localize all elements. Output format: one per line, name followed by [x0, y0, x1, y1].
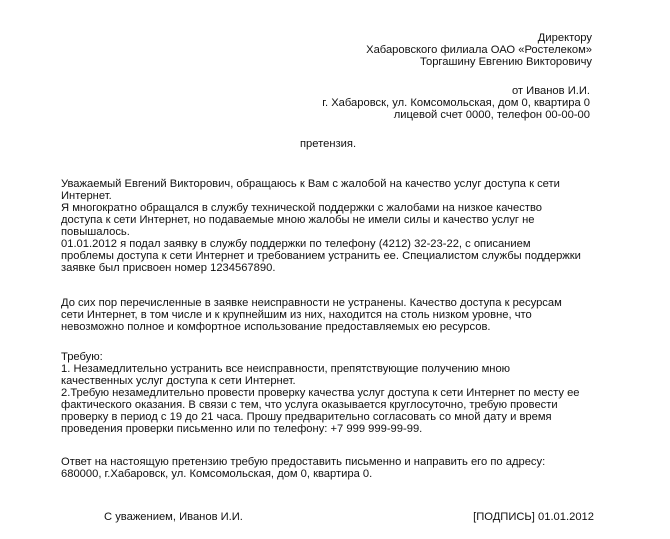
paragraph-line: Ответ на настоящую претензию требую предоставить письменно и направить его по адресу:	[61, 456, 546, 468]
paragraph-line: Требую:	[61, 351, 103, 363]
paragraph-line: 1. Незамедлительно устранить все неисправности, препятствующие получению мною	[61, 363, 511, 375]
paragraph-demands	[61, 351, 601, 435]
paragraph-not-fixed	[61, 297, 601, 333]
paragraph-line: заявке был присвоен номер 1234567890.	[61, 262, 276, 274]
paragraph-line: невозможно полное и комфортное использование предоставляемых ею ресурсов.	[61, 321, 491, 333]
paragraph-line: Интернет.	[61, 190, 112, 202]
paragraph-line: До сих пор перечисленные в заявке неисправности не устранены. Качество доступа к ресурсам	[61, 297, 562, 309]
paragraph-line: 01.01.2012 я подал заявку в службу поддержки по телефону (4212) 32-23-22, с описанием	[61, 238, 531, 250]
paragraph-line: качественных услуг доступа к сети Интернет.	[61, 375, 296, 387]
sender-name: от Иванов И.И.	[511, 85, 590, 97]
paragraph-line: проверку в период с 19 до 21 часа. Прошу предварительно согласовать со мной дату и время	[61, 411, 552, 423]
recipient-line-2: Хабаровского филиала ОАО «Ростелеком»	[366, 44, 592, 56]
document-title: претензия.	[300, 138, 357, 150]
paragraph-response	[61, 456, 601, 480]
recipient-line-3: Торгашину Евгению Викторовичу	[420, 56, 592, 68]
paragraph-complaint	[61, 178, 601, 274]
sender-account: лицевой счет 0000, телефон 00-00-00	[393, 109, 590, 121]
paragraph-line: 2.Требую незамедлительно провести проверку качества услуг доступа к сети Интернет по месту ее	[61, 387, 580, 399]
paragraph-line: сети Интернет, в том числе и к крупнейшим из них, находится на столь низком уровне, что	[61, 309, 532, 321]
signature-date: [ПОДПИСЬ] 01.01.2012	[473, 511, 594, 523]
paragraph-line: проведения проверки письменно или по телефону: +7 999 999-99-99.	[61, 423, 423, 435]
paragraph-line: повышалось.	[61, 226, 130, 238]
paragraph-line: доступа к сети Интернет, но подаваемые мною жалобы не имели силы и качество услуг не	[61, 214, 535, 226]
paragraph-line: 680000, г.Хабаровск, ул. Комсомольская, дом 0, квартира 0.	[61, 468, 373, 480]
paragraph-line: Уважаемый Евгений Викторович, обращаюсь к Вам с жалобой на качество услуг доступа к сети	[61, 178, 560, 190]
closing-signature: С уважением, Иванов И.И.	[104, 511, 243, 523]
sender-address: г. Хабаровск, ул. Комсомольская, дом 0, квартира 0	[322, 97, 590, 109]
paragraph-line: проблемы доступа к сети Интернет и требованием устранить ее. Специалистом службы поддержки	[61, 250, 581, 262]
paragraph-line: фактического оказания. В связи с тем, что услуга оказывается круглосуточно, требую провести	[61, 399, 558, 411]
recipient-line-1: Директору	[537, 32, 592, 44]
paragraph-line: Я многократно обращался в службу технической поддержки с жалобами на низкое качество	[61, 202, 542, 214]
